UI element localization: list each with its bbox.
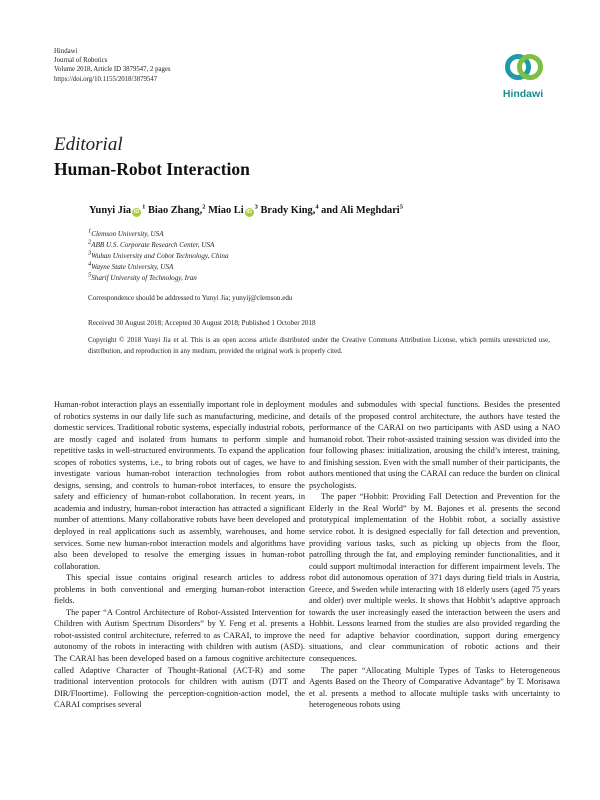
article-type: Editorial xyxy=(54,134,123,155)
logo-wordmark: Hindawi xyxy=(502,88,544,100)
hindawi-logo-icon xyxy=(504,48,544,86)
affiliation: $^5$Sharif University of Technology, Iran xyxy=(88,271,197,282)
affiliation-list xyxy=(88,229,229,284)
author-list xyxy=(89,205,403,217)
copyright-notice: Copyright © 2018 Yunyi Jia et al. This is an open access article distributed under the Creative Commons Attribution License, which permits unrestricted use, distribution, and reproduction in any medium, provided the original work is properly cited. xyxy=(88,336,550,355)
affiliation: $^2$ABB U.S. Corporate Research Center, USA xyxy=(88,238,215,249)
author[interactable]: Miao Li $iD^3$ xyxy=(208,203,258,216)
author[interactable]: Yunyi Jia $iD^1$ xyxy=(89,203,146,216)
publisher-name: Hindawi xyxy=(54,48,78,55)
body-paragraph: The paper “A Control Architecture of Robot-Assisted Intervention for Children with Autism Spectrum Disorders” by Y. Feng et al. presents a robot-assisted control architecture, referred to as CARAI, to improve the autonomy of the robots in interacting with children with autism (ASD). The CARAI has been developed based on a famous cognitive architecture called Adaptive Character of Thought-Rational (ACT-R) and some traditional intervention protocols for children with autism (DTT and DIR/Floortime). Following the perception-cognition-action model, the CARAI comprises several xyxy=(54,607,305,710)
hindawi-logo xyxy=(494,48,552,106)
volume-line: Volume 2018, Article ID 3879547, 2 pages xyxy=(54,66,171,74)
affiliation: $^4$Wayne State University, USA xyxy=(88,260,174,271)
body-column-right xyxy=(309,399,560,711)
journal-meta xyxy=(54,47,171,84)
affiliation: $^3$Wuhan University and Cobot Technology, China xyxy=(88,249,229,260)
article-title: Human-Robot Interaction xyxy=(54,159,250,179)
body-paragraph: The paper “Hobbit: Providing Fall Detection and Prevention for the Elderly in the Real World” by M. Bajones et al. presents the second prototypical implementation of the Hobbit robot, a socially assistive service robot. It is designed especially for fall detection and prevention, providing various tasks, such as picking up objects from the floor, patrolling through the fat, and employing reminder functionalities, and it could support multimodal interaction for different impairment levels. The robot did autonomous operation of 371 days during field trials in Austria, Greece, and Sweden while interacting with 18 elderly users (aged 75 years and older) over multiple weeks. It shows that Hobbit’s adaptive approach towards the user increasingly eased the interaction between the users and Hobbit. Lessons learned from the studies are also provided regarding the need for adaptive behavior coordination, support during emergency situations, and clear communication of robotic actions and their consequences. xyxy=(309,492,560,664)
body-paragraph: Human-robot interaction plays an essentially important role in deployment of robotics systems in our daily life such as manufacturing, medicine, and domestic services. Traditional robotic systems, especially industrial robots, are mostly caged and isolated from humans to perform simple and repetitive tasks in well-structured environments. To expand the application scopes of robotics systems, i.e., to bring robots out of cages, we have to investigate various human-robot interaction technologies from robot designs, sensing, and controls to human-robot interfaces, to ensure the safety and efficiency of human-robot collaboration. In recent years, in academia and industry, human-robot interaction has attracted a significant number of attentions. Many collaborative robots have been developed and deployed in real applications such as assembly, warehouses, and home services. Some new human-robot interaction models and algorithms have also been developed to resolve the emerging issues in human-robot collaboration. xyxy=(54,400,305,571)
body-paragraph: The paper “Allocating Multiple Types of Tasks to Heterogeneous Agents Based on the Theory of Comparative Advantage” by T. Morisawa et al. presents a method to allocate multiple tasks with uncertainty to heterogeneous robots using xyxy=(309,665,560,710)
doi-link[interactable]: https://doi.org/10.1155/2018/3879547 xyxy=(54,75,158,83)
author[interactable]: Brady King,$^4$ xyxy=(260,203,319,216)
correspondence-line: Correspondence should be addressed to Yunyi Jia; yunyij@clemson.edu xyxy=(88,294,293,302)
body-paragraph: This special issue contains original research articles to address problems in both conventional and emerging human-robot interaction fields. xyxy=(54,573,305,606)
body-paragraph: modules and submodules with special functions. Besides the presented details of the proposed control architecture, the authors have tested the performance of the CARAI on two participants with ASD using a NAO humanoid robot. Their robot-assisted training session was divided into the four following phases: initialization, arousing the child’s interest, training, and finishing session. Even with the small number of their participants, the authors mentioned that using the CARAI can reduce the burden on clinical psychologists. xyxy=(309,400,560,490)
orcid-icon[interactable]: iD xyxy=(246,209,252,215)
orcid-icon[interactable]: iD xyxy=(133,209,140,215)
author[interactable]: and Ali Meghdari$^5$ xyxy=(321,203,403,216)
publication-dates: Received 30 August 2018; Accepted 30 August 2018; Published 1 October 2018 xyxy=(88,319,316,327)
author[interactable]: Biao Zhang,$^2$ xyxy=(147,203,206,216)
journal-name: Journal of Robotics xyxy=(54,57,108,65)
body-column-left xyxy=(54,399,305,711)
affiliation: $^1$Clemson University, USA xyxy=(88,227,164,238)
